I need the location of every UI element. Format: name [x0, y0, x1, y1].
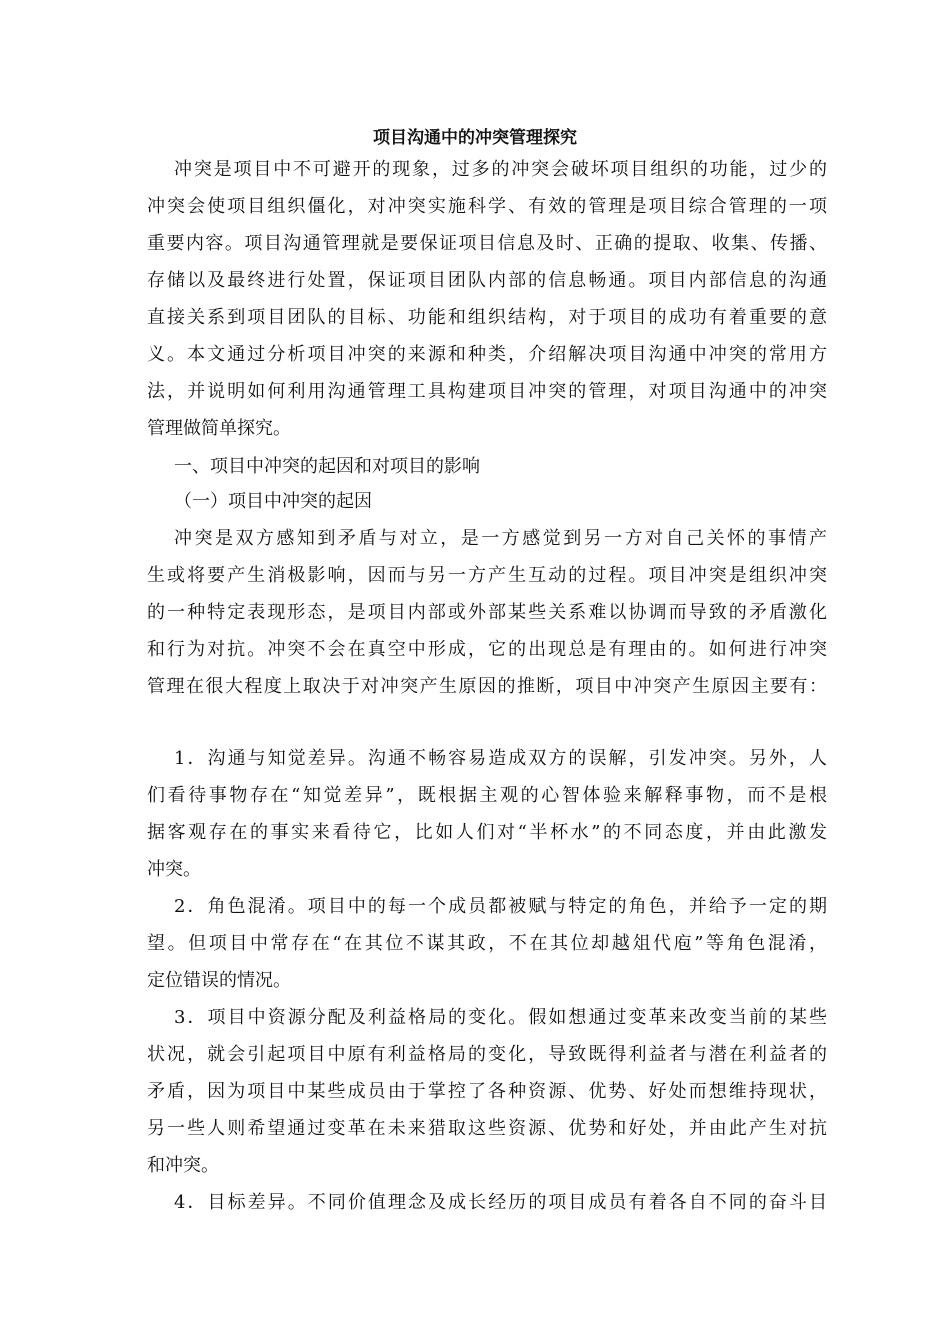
paragraph-line: 义。本文通过分析项目冲突的来源和种类，介绍解决项目沟通中冲突的常用方: [147, 344, 827, 365]
paragraph-line: 的一种特定表现形态，是项目内部或外部某些关系难以协调而导致的矛盾激化: [147, 602, 827, 623]
list-item-line: 矛盾，因为项目中某些成员由于掌控了各种资源、优势、好处而想维持现状，: [147, 1081, 827, 1102]
subsection-heading: （一）项目中冲突的起因: [174, 491, 372, 512]
list-item-line: 4．目标差异。不同价值理念及成长经历的项目成员有着各自不同的奋斗目: [174, 1192, 827, 1213]
list-item-line: 据客观存在的事实来看待它，比如人们对“半杯水”的不同态度，并由此激发: [147, 822, 827, 843]
section-heading: 一、项目中冲突的起因和对项目的影响: [174, 456, 480, 477]
document-title: 项目沟通中的冲突管理探究: [373, 128, 577, 148]
paragraph-line: 冲突是项目中不可避开的现象，过多的冲突会破坏项目组织的功能，过少的: [174, 159, 827, 180]
list-item-line: 3．项目中资源分配及利益格局的变化。假如想通过变革来改变当前的某些: [174, 1007, 827, 1028]
paragraph-line: 重要内容。项目沟通管理就是要保证项目信息及时、正确的提取、收集、传播、: [147, 233, 827, 254]
paragraph-line: 和行为对抗。冲突不会在真空中形成，它的出现总是有理由的。如何进行冲突: [147, 639, 827, 660]
paragraph-line: 冲突是双方感知到矛盾与对立，是一方感觉到另一方对自己关怀的事情产: [174, 528, 827, 549]
paragraph-line: 管理在很大程度上取决于对冲突产生原因的推断，项目中冲突产生原因主要有：: [147, 676, 827, 697]
paragraph-line: 管理做简单探究。: [147, 418, 291, 439]
list-item-line: 1．沟通与知觉差异。沟通不畅容易造成双方的误解，引发冲突。另外，人: [174, 748, 827, 769]
list-item-line: 冲突。: [147, 859, 201, 880]
paragraph-line: 存储以及最终进行处置，保证项目团队内部的信息畅通。项目内部信息的沟通: [147, 270, 827, 291]
paragraph-line: 法，并说明如何利用沟通管理工具构建项目冲突的管理，对项目沟通中的冲突: [147, 381, 827, 402]
list-item-line: 和冲突。: [147, 1155, 219, 1176]
paragraph-line: 冲突会使项目组织僵化，对冲突实施科学、有效的管理是项目综合管理的一项: [147, 196, 827, 217]
list-item-line: 望。但项目中常存在“在其位不谋其政，不在其位却越俎代庖”等角色混淆，: [147, 933, 827, 954]
paragraph-line: 生或将要产生消极影响，因而与另一方产生互动的过程。项目冲突是组织冲突: [147, 565, 827, 586]
list-item-line: 定位错误的情况。: [147, 970, 291, 991]
paragraph-line: 直接关系到项目团队的目标、功能和组织结构，对于项目的成功有着重要的意: [147, 307, 827, 328]
list-item-line: 2．角色混淆。项目中的每一个成员都被赋与特定的角色，并给予一定的期: [174, 896, 827, 917]
list-item-line: 另一些人则希望通过变革在未来猎取这些资源、优势和好处，并由此产生对抗: [147, 1118, 827, 1139]
list-item-line: 们看待事物存在“知觉差异”，既根据主观的心智体验来解释事物，而不是根: [147, 785, 827, 806]
list-item-line: 状况，就会引起项目中原有利益格局的变化，导致既得利益者与潜在利益者的: [147, 1044, 827, 1065]
